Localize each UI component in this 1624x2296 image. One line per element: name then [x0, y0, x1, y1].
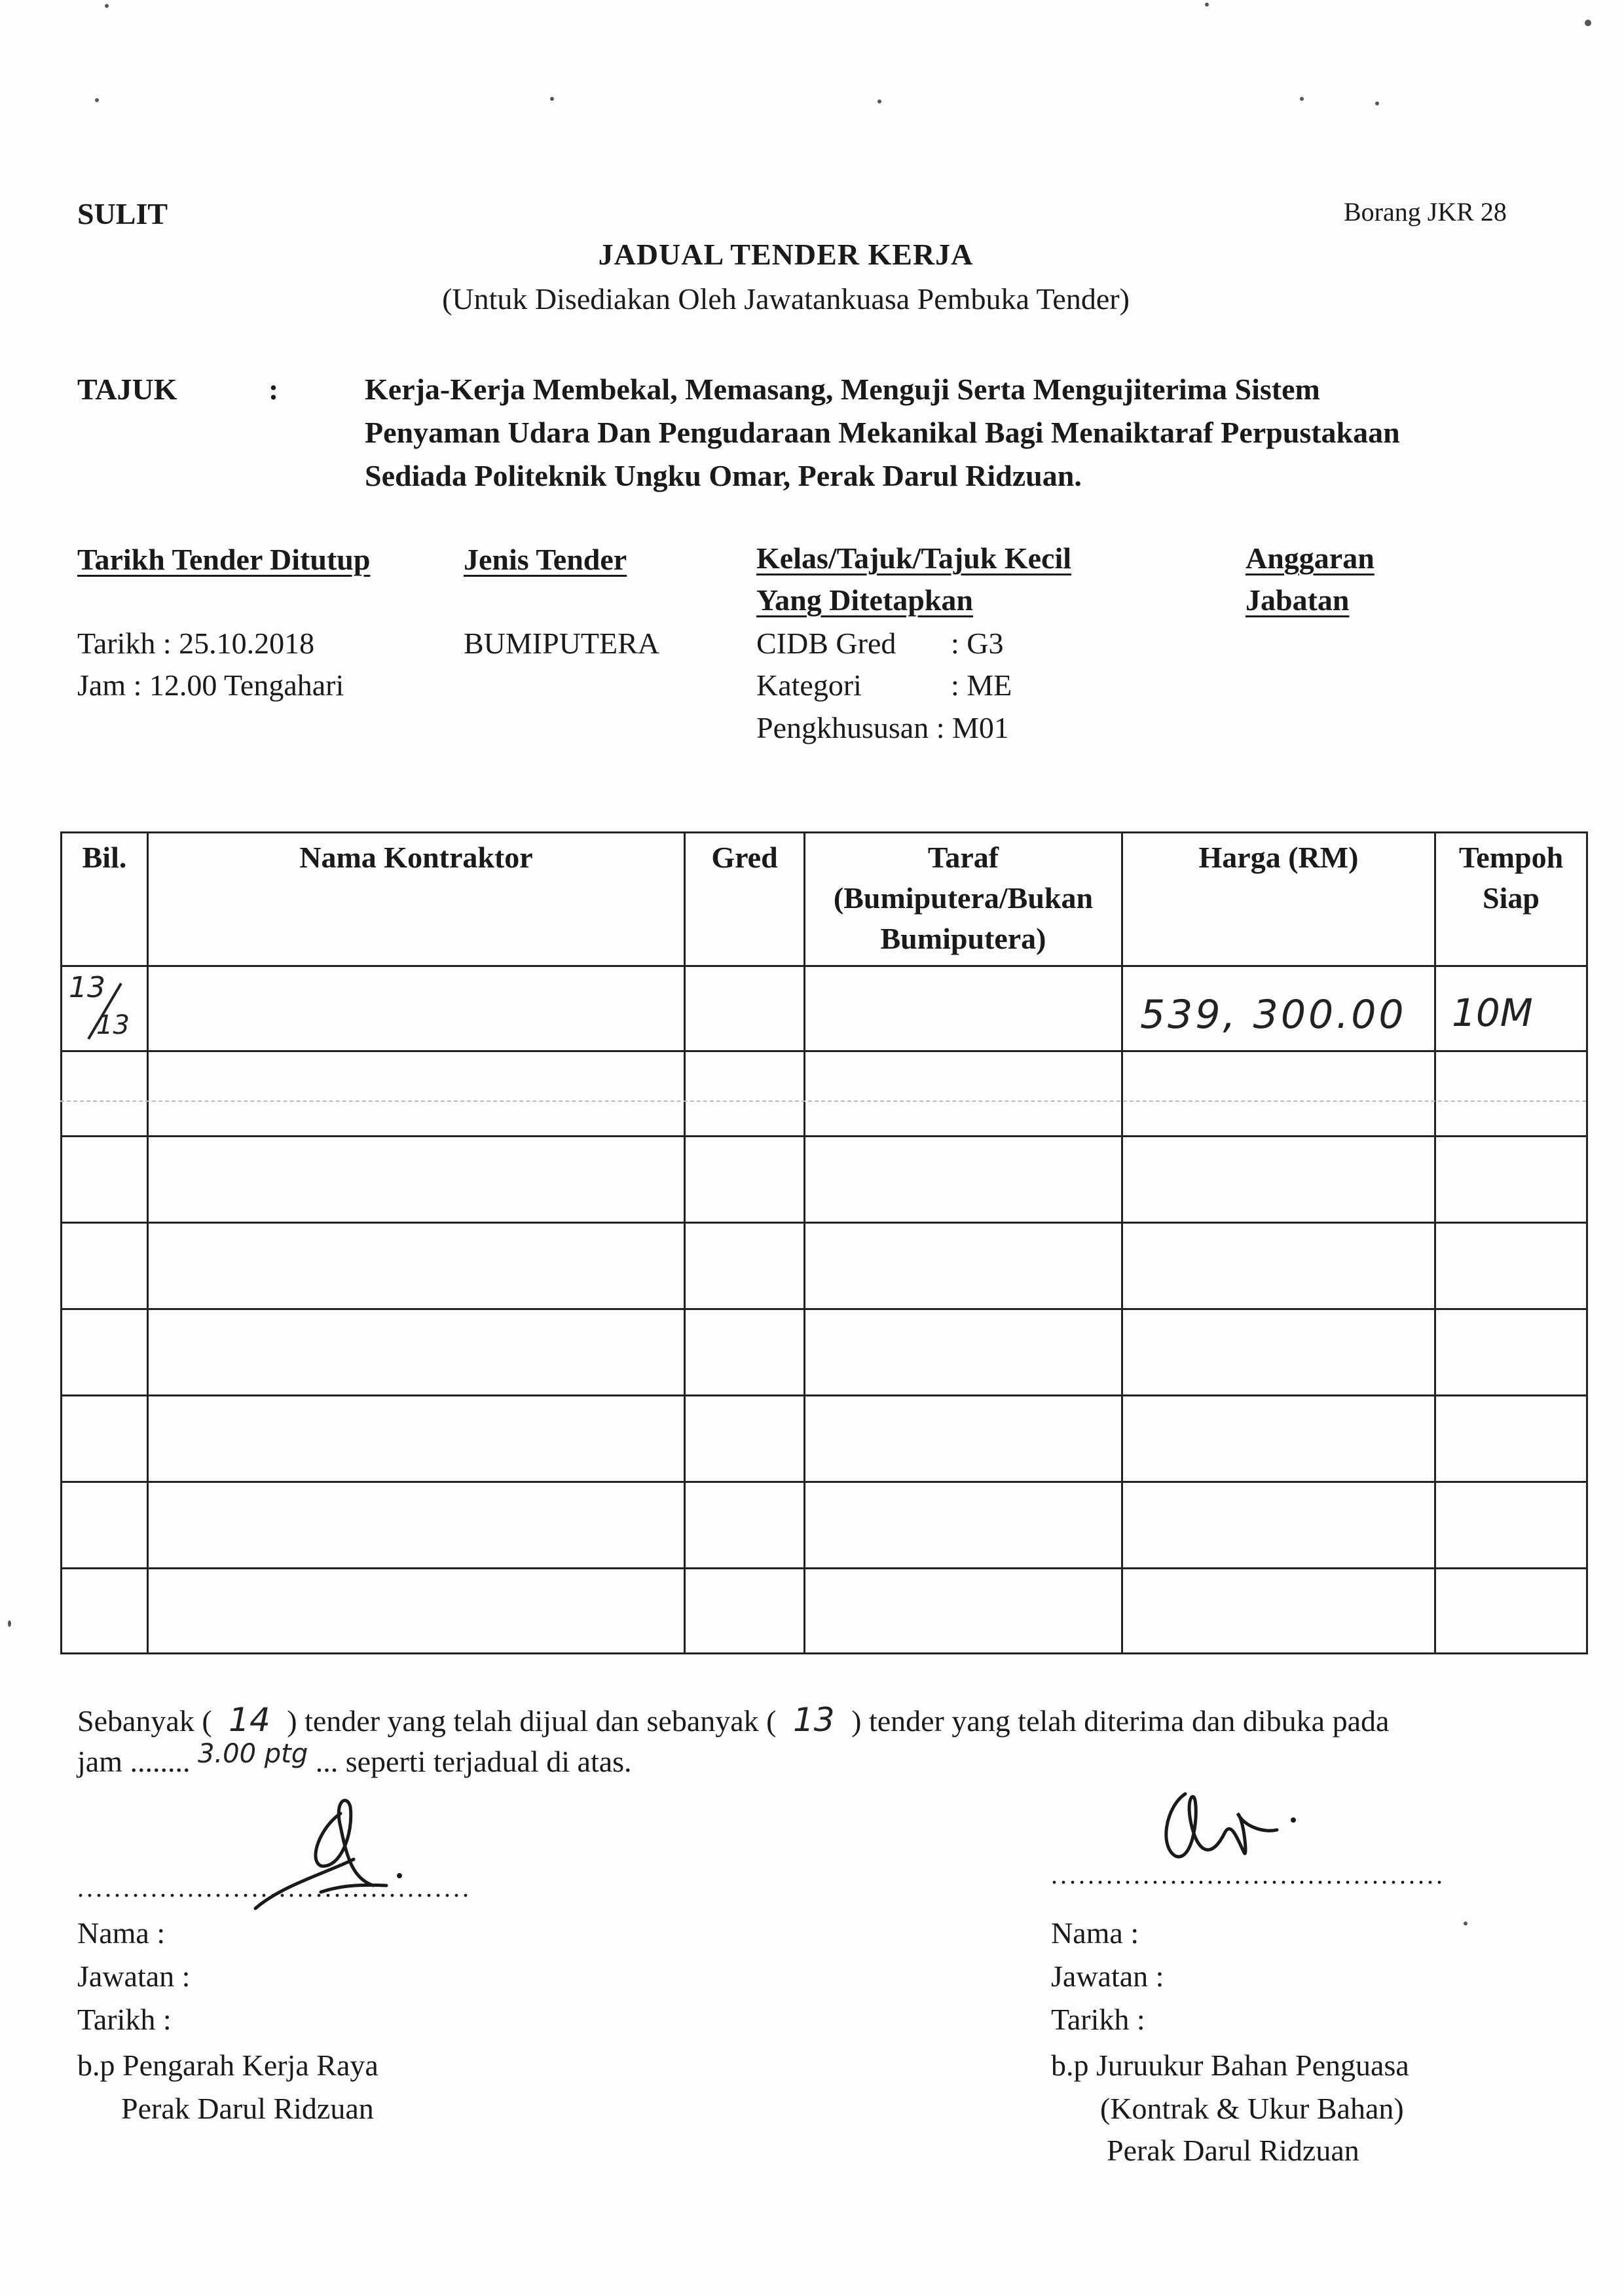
scan-speck: [105, 4, 109, 8]
header-contractor-name: Nama Kontraktor: [148, 833, 685, 966]
table-row: [62, 1482, 1587, 1569]
scan-speck: [1375, 101, 1379, 105]
left-date-label: Tarikh :: [77, 2003, 172, 2036]
left-name-label: Nama :: [77, 1916, 166, 1950]
tajuk-line-3: Sediada Politeknik Ungku Omar, Perak Darul Ridzuan.: [365, 459, 1082, 492]
right-on-behalf-line-2: (Kontrak & Ukur Bahan): [1100, 2092, 1404, 2125]
opening-time-statement: [77, 1739, 632, 1779]
header-status-line-2: (Bumiputera/Bukan: [833, 881, 1094, 915]
closing-time: Jam : 12.00 Tengahari: [77, 668, 344, 702]
right-position-label: Jawatan :: [1051, 1959, 1164, 1993]
statement-text-2: ) tender yang telah dijual dan sebanyak (: [287, 1704, 777, 1738]
header-completion-period: [1435, 833, 1587, 966]
row1-grade: [685, 966, 805, 1051]
table-row: [62, 1396, 1587, 1482]
header-status-line-3: Bumiputera): [880, 922, 1046, 955]
tender-table: [60, 831, 1588, 1654]
scan-speck: [877, 100, 881, 103]
row1-completion-period: [1435, 966, 1587, 1051]
category-value: : ME: [951, 668, 1012, 702]
right-on-behalf-line-1: b.p Juruukur Bahan Penguasa: [1051, 2049, 1409, 2082]
header-period-line-1: Tempoh: [1458, 841, 1564, 874]
right-on-behalf-line-3: Perak Darul Ridzuan: [1107, 2134, 1359, 2167]
row1-status: [805, 966, 1122, 1051]
scan-speck: [1464, 1922, 1467, 1925]
right-name-label: Nama :: [1051, 1916, 1139, 1950]
left-signature-line: ...........................................: [77, 1873, 471, 1903]
left-on-behalf-line-1: b.p Pengarah Kerja Raya: [77, 2049, 378, 2082]
header-grade: Gred: [685, 833, 805, 966]
row1-contractor-name: [148, 966, 685, 1051]
header-period-line-2: Siap: [1483, 881, 1540, 915]
tajuk-colon: :: [268, 373, 279, 406]
table-header-row: [62, 833, 1587, 966]
table-row: [62, 1137, 1587, 1223]
received-count-handwritten: 13: [793, 1701, 835, 1739]
document-title: JADUAL TENDER KERJA: [598, 238, 974, 271]
document-subtitle: (Untuk Disediakan Oleh Jawatankuasa Pembuka Tender): [442, 282, 1130, 316]
specialisation: Pengkhususan : M01: [756, 711, 1009, 744]
header-status-line-1: Taraf: [927, 841, 999, 874]
price-handwritten: 539, 300.00: [1140, 992, 1407, 1038]
statement-text-5: ... seperti terjadual di atas.: [315, 1745, 632, 1778]
scan-speck: [1585, 20, 1591, 26]
table-row: [62, 1309, 1587, 1396]
table-row: [62, 1569, 1587, 1654]
class-heading-line-2: Yang Ditetapkan: [756, 583, 974, 617]
budget-heading-line-1: Anggaran: [1246, 541, 1375, 575]
header-price: Harga (RM): [1122, 833, 1435, 966]
tender-count-statement: [77, 1701, 1389, 1739]
category-label: Kategori: [756, 668, 862, 702]
right-date-label: Tarikh :: [1051, 2003, 1145, 2036]
row1-price: [1122, 966, 1435, 1051]
budget-heading-line-2: Jabatan: [1246, 583, 1350, 617]
closing-heading: Tarikh Tender Ditutup: [77, 543, 371, 576]
scan-speck: [8, 1620, 11, 1627]
table-row: [62, 1051, 1587, 1137]
header-bil: Bil.: [62, 833, 148, 966]
statement-text-3: ) tender yang telah diterima dan dibuka pada: [851, 1704, 1390, 1738]
cidb-label: CIDB Gred: [756, 627, 896, 660]
row1-bil: [62, 966, 148, 1051]
tajuk-line-1: Kerja-Kerja Membekal, Memasang, Menguji Serta Mengujiterima Sistem: [365, 373, 1320, 406]
scan-speck: [95, 98, 99, 102]
period-handwritten: 10M: [1452, 991, 1533, 1035]
statement-text-4: jam ........: [77, 1745, 191, 1778]
cidb-value: : G3: [951, 627, 1004, 660]
table-row: [62, 966, 1587, 1051]
left-position-label: Jawatan :: [77, 1959, 191, 1993]
tender-type-heading: Jenis Tender: [464, 543, 627, 576]
form-code: Borang JKR 28: [1344, 197, 1507, 227]
header-status: [805, 833, 1122, 966]
scan-speck: [1300, 97, 1304, 101]
tajuk-line-2: Penyaman Udara Dan Pengudaraan Mekanikal Bagi Menaiktaraf Perpustakaan: [365, 416, 1400, 449]
opening-time-handwritten: 3.00 ptg: [197, 1739, 308, 1769]
tender-type-value: BUMIPUTERA: [464, 627, 660, 660]
scan-speck: [550, 97, 554, 101]
table-row: [62, 1223, 1587, 1309]
scan-line: [60, 1101, 1586, 1102]
left-on-behalf-line-2: Perak Darul Ridzuan: [121, 2092, 374, 2125]
closing-date: Tarikh : 25.10.2018: [77, 627, 315, 660]
scan-speck: [1205, 3, 1209, 7]
sold-count-handwritten: 14: [229, 1701, 270, 1739]
statement-text-1: Sebanyak (: [77, 1704, 212, 1738]
classification-label: SULIT: [77, 197, 168, 230]
right-signature-line: ...........................................: [1051, 1860, 1445, 1889]
bil-handwritten-bottom: 13: [96, 1010, 130, 1040]
bil-handwritten-top: 13: [69, 971, 105, 1004]
tajuk-label: TAJUK: [77, 373, 177, 406]
class-heading-line-1: Kelas/Tajuk/Tajuk Kecil: [756, 541, 1072, 575]
